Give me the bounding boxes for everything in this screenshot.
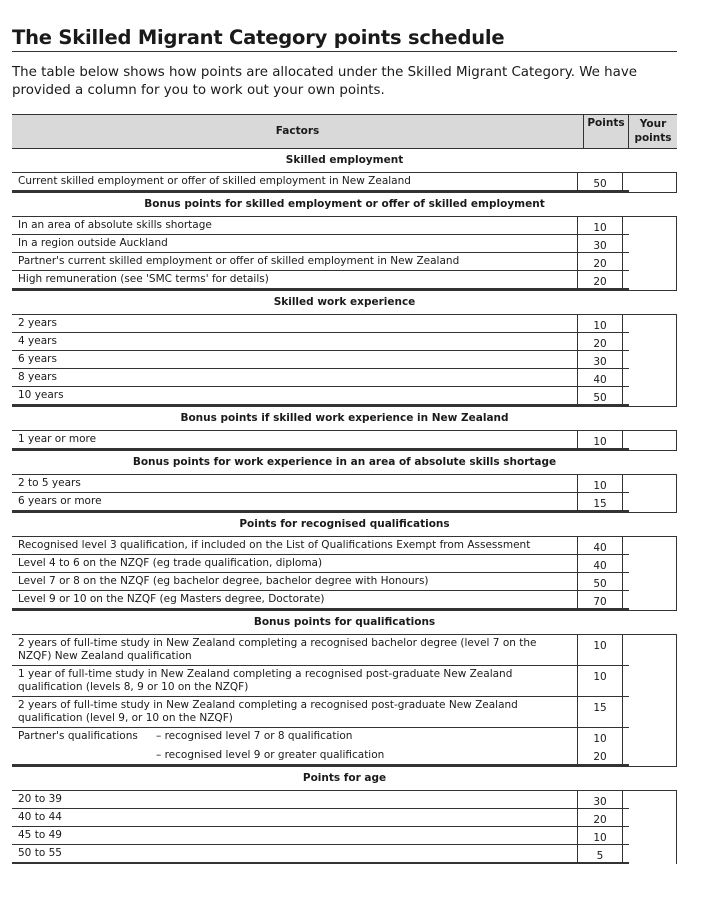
points-value: 10 bbox=[593, 832, 607, 844]
factor-cell bbox=[12, 555, 577, 572]
page-title: The Skilled Migrant Category points schedule bbox=[12, 26, 505, 49]
your-points-input-box[interactable] bbox=[629, 217, 677, 290]
table-header bbox=[12, 114, 677, 148]
points-value: 10 bbox=[593, 733, 607, 745]
factor-cell bbox=[12, 591, 577, 608]
section-title: Bonus points if skilled work experience in New Zealand bbox=[12, 406, 677, 430]
points-cell bbox=[577, 697, 623, 727]
factor-label: 2 years bbox=[18, 317, 57, 329]
points-cell bbox=[577, 555, 623, 572]
table-row bbox=[12, 809, 677, 827]
section-title: Bonus points for work experience in an area of absolute skills shortage bbox=[12, 450, 677, 474]
factor-label: 6 years or more bbox=[18, 495, 102, 507]
factor-cell bbox=[12, 697, 577, 727]
points-cell bbox=[577, 431, 623, 448]
points-cell bbox=[577, 173, 623, 190]
factor-cell bbox=[12, 666, 577, 696]
table-section bbox=[12, 450, 677, 512]
factor-cell bbox=[12, 827, 577, 844]
section-title: Points for age bbox=[12, 766, 677, 790]
table-row bbox=[12, 791, 677, 809]
points-cell bbox=[577, 493, 623, 510]
factor-cell bbox=[12, 728, 577, 764]
factor-label: 2 to 5 years bbox=[18, 477, 81, 489]
points-cell bbox=[577, 369, 623, 386]
points-cell bbox=[577, 235, 623, 252]
factor-label: 2 years of full-time study in New Zealand completing a recognised post-graduate New Zealand qualification (level 9, or 10 on the NZQF) bbox=[18, 699, 518, 724]
table-row bbox=[12, 235, 677, 253]
points-cell bbox=[577, 537, 623, 554]
factor-label: Level 7 or 8 on the NZQF (eg bachelor degree, bachelor degree with Honours) bbox=[18, 575, 429, 587]
factor-label: Partner's qualifications bbox=[18, 730, 138, 742]
points-value: 15 bbox=[593, 498, 607, 510]
table-section bbox=[12, 192, 677, 290]
points-cell bbox=[577, 475, 623, 492]
table-body bbox=[12, 148, 677, 864]
factor-label: 20 to 39 bbox=[18, 793, 62, 805]
factor-cell bbox=[12, 537, 577, 554]
table-row bbox=[12, 315, 677, 333]
factor-label: Recognised level 3 qualification, if included on the List of Qualifications Exempt from Assessment bbox=[18, 539, 531, 551]
section-title: Bonus points for qualifications bbox=[12, 610, 677, 634]
points-cell bbox=[577, 271, 623, 288]
table-row bbox=[12, 369, 677, 387]
table-row bbox=[12, 333, 677, 351]
points-cell bbox=[577, 791, 623, 808]
header-your-line1: Your bbox=[639, 118, 667, 130]
table-row bbox=[12, 173, 677, 191]
factor-label: Level 9 or 10 on the NZQF (eg Masters degree, Doctorate) bbox=[18, 593, 325, 605]
your-points-input-box[interactable] bbox=[629, 173, 677, 192]
your-points-input-box[interactable] bbox=[629, 475, 677, 512]
factor-label: Current skilled employment or offer of skilled employment in New Zealand bbox=[18, 175, 411, 187]
factor-cell bbox=[12, 333, 577, 350]
points-value: 15 bbox=[593, 702, 607, 714]
points-value: 50 bbox=[593, 578, 607, 590]
points-value: 30 bbox=[593, 796, 607, 808]
points-cell bbox=[577, 591, 623, 608]
header-points: Points bbox=[583, 115, 629, 148]
table-row bbox=[12, 475, 677, 493]
section-rows bbox=[12, 474, 677, 512]
factor-cell bbox=[12, 387, 577, 404]
factor-cell bbox=[12, 493, 577, 510]
points-value: 20 bbox=[593, 258, 607, 270]
your-points-input-box[interactable] bbox=[629, 635, 677, 766]
table-section bbox=[12, 148, 677, 192]
factor-label: 8 years bbox=[18, 371, 57, 383]
section-title: Points for recognised qualifications bbox=[12, 512, 677, 536]
table-row bbox=[12, 573, 677, 591]
factor-label: Partner's current skilled employment or offer of skilled employment in New Zealand bbox=[18, 255, 460, 267]
factor-label: 4 years bbox=[18, 335, 57, 347]
table-row bbox=[12, 635, 677, 666]
points-value: 5 bbox=[596, 850, 604, 862]
table-row bbox=[12, 351, 677, 369]
factor-label: 10 years bbox=[18, 389, 64, 401]
points-value: 20 bbox=[593, 338, 607, 350]
factor-cell bbox=[12, 235, 577, 252]
section-rows bbox=[12, 172, 677, 192]
table-section bbox=[12, 406, 677, 450]
table-row bbox=[12, 697, 677, 728]
factor-label: Level 4 to 6 on the NZQF (eg trade qualification, diploma) bbox=[18, 557, 323, 569]
points-cell bbox=[577, 315, 623, 332]
points-cell bbox=[577, 728, 623, 764]
section-rows bbox=[12, 430, 677, 450]
factor-cell bbox=[12, 351, 577, 368]
factor-cell bbox=[12, 635, 577, 665]
points-value: 30 bbox=[593, 240, 607, 252]
title-divider bbox=[12, 51, 677, 52]
factor-cell bbox=[12, 475, 577, 492]
factor-cell bbox=[12, 369, 577, 386]
factor-sub-option: – recognised level 7 or 8 qualification bbox=[156, 730, 353, 742]
points-value: 20 bbox=[593, 751, 607, 763]
factor-cell bbox=[12, 173, 577, 190]
table-row bbox=[12, 387, 677, 405]
table-row bbox=[12, 666, 677, 697]
factor-cell bbox=[12, 217, 577, 234]
factor-label: 2 years of full-time study in New Zealand completing a recognised bachelor degree (level 7 on the NZQF) New Zealand qualification bbox=[18, 637, 537, 662]
your-points-input-box[interactable] bbox=[629, 537, 677, 610]
points-value: 10 bbox=[593, 222, 607, 234]
points-value: 40 bbox=[593, 560, 607, 572]
points-cell bbox=[577, 217, 623, 234]
factor-label: 6 years bbox=[18, 353, 57, 365]
section-rows bbox=[12, 536, 677, 610]
table-section bbox=[12, 512, 677, 610]
factor-cell bbox=[12, 431, 577, 448]
points-value: 10 bbox=[593, 671, 607, 683]
table-row bbox=[12, 217, 677, 235]
factor-cell bbox=[12, 573, 577, 590]
points-cell bbox=[577, 351, 623, 368]
table-row bbox=[12, 591, 677, 609]
points-cell bbox=[577, 809, 623, 826]
points-cell bbox=[577, 827, 623, 844]
section-title: Skilled work experience bbox=[12, 290, 677, 314]
points-value: 20 bbox=[593, 276, 607, 288]
table-row bbox=[12, 555, 677, 573]
intro-text: The table below shows how points are allocated under the Skilled Migrant Category. We have provided a column for you to work out your own points. bbox=[12, 65, 638, 98]
factor-cell bbox=[12, 315, 577, 332]
factor-label: High remuneration (see 'SMC terms' for details) bbox=[18, 273, 269, 285]
factor-cell bbox=[12, 253, 577, 270]
section-rows bbox=[12, 790, 677, 864]
points-value: 40 bbox=[593, 374, 607, 386]
factor-label: 1 year or more bbox=[18, 433, 97, 445]
points-cell bbox=[577, 635, 623, 665]
section-title: Bonus points for skilled employment or offer of skilled employment bbox=[12, 192, 677, 216]
factor-cell bbox=[12, 809, 577, 826]
your-points-input-box[interactable] bbox=[629, 431, 677, 450]
factor-label: 50 to 55 bbox=[18, 847, 62, 859]
table-row bbox=[12, 431, 677, 449]
points-cell bbox=[577, 333, 623, 350]
factor-cell bbox=[12, 845, 577, 862]
points-cell bbox=[577, 253, 623, 270]
table-section bbox=[12, 610, 677, 766]
factor-label: 40 to 44 bbox=[18, 811, 62, 823]
points-value: 70 bbox=[593, 596, 607, 608]
points-value: 20 bbox=[593, 814, 607, 826]
section-rows bbox=[12, 216, 677, 290]
table-row bbox=[12, 493, 677, 511]
factor-label: In an area of absolute skills shortage bbox=[18, 219, 212, 231]
table-section bbox=[12, 290, 677, 406]
table-row bbox=[12, 827, 677, 845]
table-section bbox=[12, 766, 677, 864]
table-row bbox=[12, 253, 677, 271]
factor-cell bbox=[12, 791, 577, 808]
points-table bbox=[12, 114, 677, 864]
table-row bbox=[12, 537, 677, 555]
points-value: 10 bbox=[593, 436, 607, 448]
points-cell bbox=[577, 666, 623, 696]
factor-cell bbox=[12, 271, 577, 288]
factor-label: In a region outside Auckland bbox=[18, 237, 168, 249]
factor-label: 1 year of full-time study in New Zealand completing a recognised post-graduate New Zealand qualification (levels 8, 9 or 10 on the NZQF) bbox=[18, 668, 513, 693]
factor-sub-option: – recognised level 9 or greater qualification bbox=[156, 749, 385, 761]
points-value: 10 bbox=[593, 480, 607, 492]
header-your-line2: points bbox=[634, 132, 672, 144]
points-value: 30 bbox=[593, 356, 607, 368]
section-rows bbox=[12, 634, 677, 766]
header-your-points bbox=[629, 115, 677, 145]
points-value: 10 bbox=[593, 320, 607, 332]
your-points-input-box[interactable] bbox=[629, 315, 677, 406]
table-row bbox=[12, 728, 677, 765]
section-title: Skilled employment bbox=[12, 148, 677, 172]
points-value: 10 bbox=[593, 640, 607, 652]
points-cell bbox=[577, 573, 623, 590]
header-factors: Factors bbox=[275, 125, 320, 137]
factor-label: 45 to 49 bbox=[18, 829, 62, 841]
points-value: 50 bbox=[593, 178, 607, 190]
table-row bbox=[12, 845, 677, 863]
table-row bbox=[12, 271, 677, 289]
points-cell bbox=[577, 387, 623, 404]
your-points-input-box[interactable] bbox=[629, 791, 677, 864]
points-value: 40 bbox=[593, 542, 607, 554]
points-value: 50 bbox=[593, 392, 607, 404]
points-cell bbox=[577, 845, 623, 862]
section-rows bbox=[12, 314, 677, 406]
